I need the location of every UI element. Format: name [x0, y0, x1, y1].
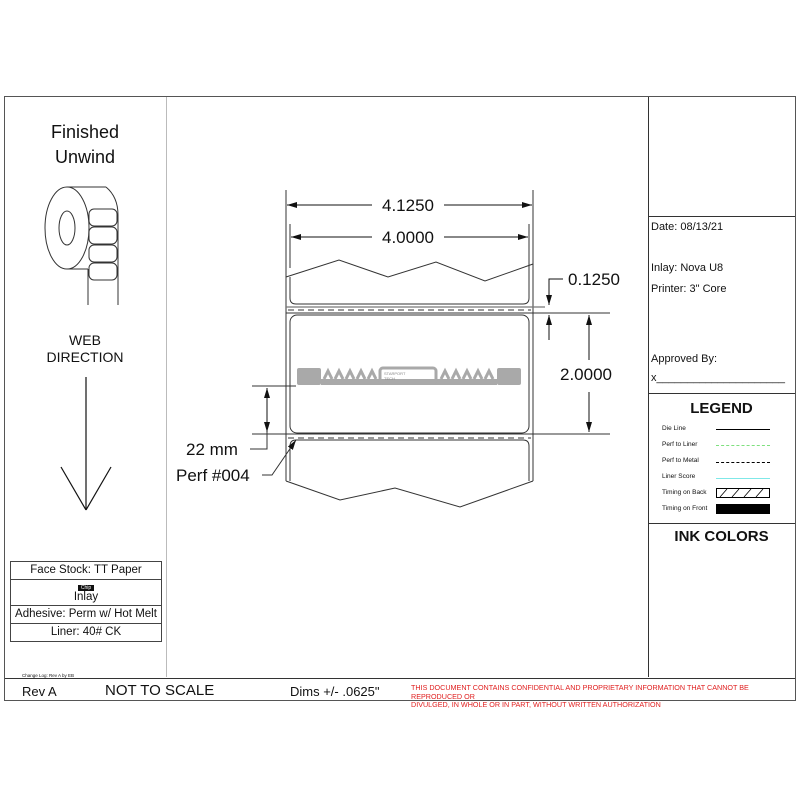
approval-signature-line[interactable]: x_____________________ — [651, 372, 785, 384]
face-stock-row: Face Stock: TT Paper — [11, 562, 161, 580]
legend-item-die-line: Die Line — [662, 425, 686, 432]
legend-item-timing-on-front: Timing on Front — [662, 505, 708, 512]
web-direction-label — [5, 332, 165, 366]
confidentiality-notice: THIS DOCUMENT CONTAINS CONFIDENTIAL AND PROPRIETARY INFORMATION THAT CANNOT BE REPRODUCED OR DIVULGED, IN WHOLE OR IN PART, WITHOUT WRITTEN AUTHORIZATION — [411, 683, 749, 709]
inlay-label: Inlay — [73, 591, 99, 603]
legend-top-divider — [648, 393, 795, 394]
svg-text:TECH: TECH — [384, 376, 395, 381]
inlay-offset-dimension: 22 mm — [186, 440, 238, 459]
unwind-title — [5, 120, 165, 170]
label-width-dimension: 4.0000 — [382, 228, 434, 247]
adhesive-row: Adhesive: Perm w/ Hot Melt — [11, 606, 161, 624]
inlay-row — [11, 580, 161, 606]
overall-width-dimension: 4.1250 — [382, 196, 434, 215]
liner-row: Liner: 40# CK — [50, 626, 122, 638]
change-log: Change Log: Rev A by EB — [22, 673, 75, 678]
inlay-field: Inlay: Nova U8 — [651, 262, 724, 274]
web-direction-line1: WEB — [69, 332, 101, 348]
revision-label: Rev A — [22, 684, 57, 699]
footer-divider — [5, 678, 795, 679]
die-line-sample — [716, 429, 770, 430]
roll-unwind-icon — [40, 185, 130, 305]
legend-item-timing-on-back: Timing on Back — [662, 489, 707, 496]
chip-badge: Chip — [78, 585, 94, 591]
gap-dimension: 0.1250 — [568, 270, 620, 289]
legend-title: LEGEND — [690, 400, 753, 417]
right-panel-top-divider — [648, 216, 795, 217]
label-height-dimension: 2.0000 — [560, 365, 612, 384]
scale-note: NOT TO SCALE — [105, 682, 215, 699]
ink-colors-divider — [648, 523, 795, 524]
legend-item-liner-score: Liner Score — [662, 473, 696, 480]
material-spec-table — [10, 561, 162, 642]
date-field: Date: 08/13/21 — [651, 221, 724, 233]
svg-text:STARPORT: STARPORT — [384, 371, 406, 376]
label-drawing — [167, 97, 647, 677]
timing-on-back-hatch-icon — [716, 488, 770, 498]
legend-item-perf-to-liner: Perf to Liner — [662, 441, 698, 448]
rfid-inlay-icon — [297, 368, 521, 385]
unwind-title-line2: Unwind — [54, 147, 116, 167]
unwind-title-line1: Finished — [50, 122, 120, 142]
printer-field: Printer: 3" Core — [651, 283, 727, 295]
liner-score-sample — [716, 478, 770, 479]
perf-to-metal-sample — [716, 462, 770, 463]
tolerance-note: Dims +/- .0625" — [290, 684, 380, 699]
right-column-divider — [648, 97, 649, 677]
perf-to-liner-sample — [716, 445, 770, 446]
approved-by-label: Approved By: — [651, 353, 718, 365]
web-direction-line2: DIRECTION — [46, 349, 124, 365]
web-direction-arrow-icon — [55, 375, 115, 515]
timing-on-front-sample — [716, 504, 770, 514]
legend-item-perf-to-metal: Perf to Metal — [662, 457, 699, 464]
ink-colors-title: INK COLORS — [674, 528, 769, 545]
perf-callout: Perf #004 — [176, 466, 250, 485]
